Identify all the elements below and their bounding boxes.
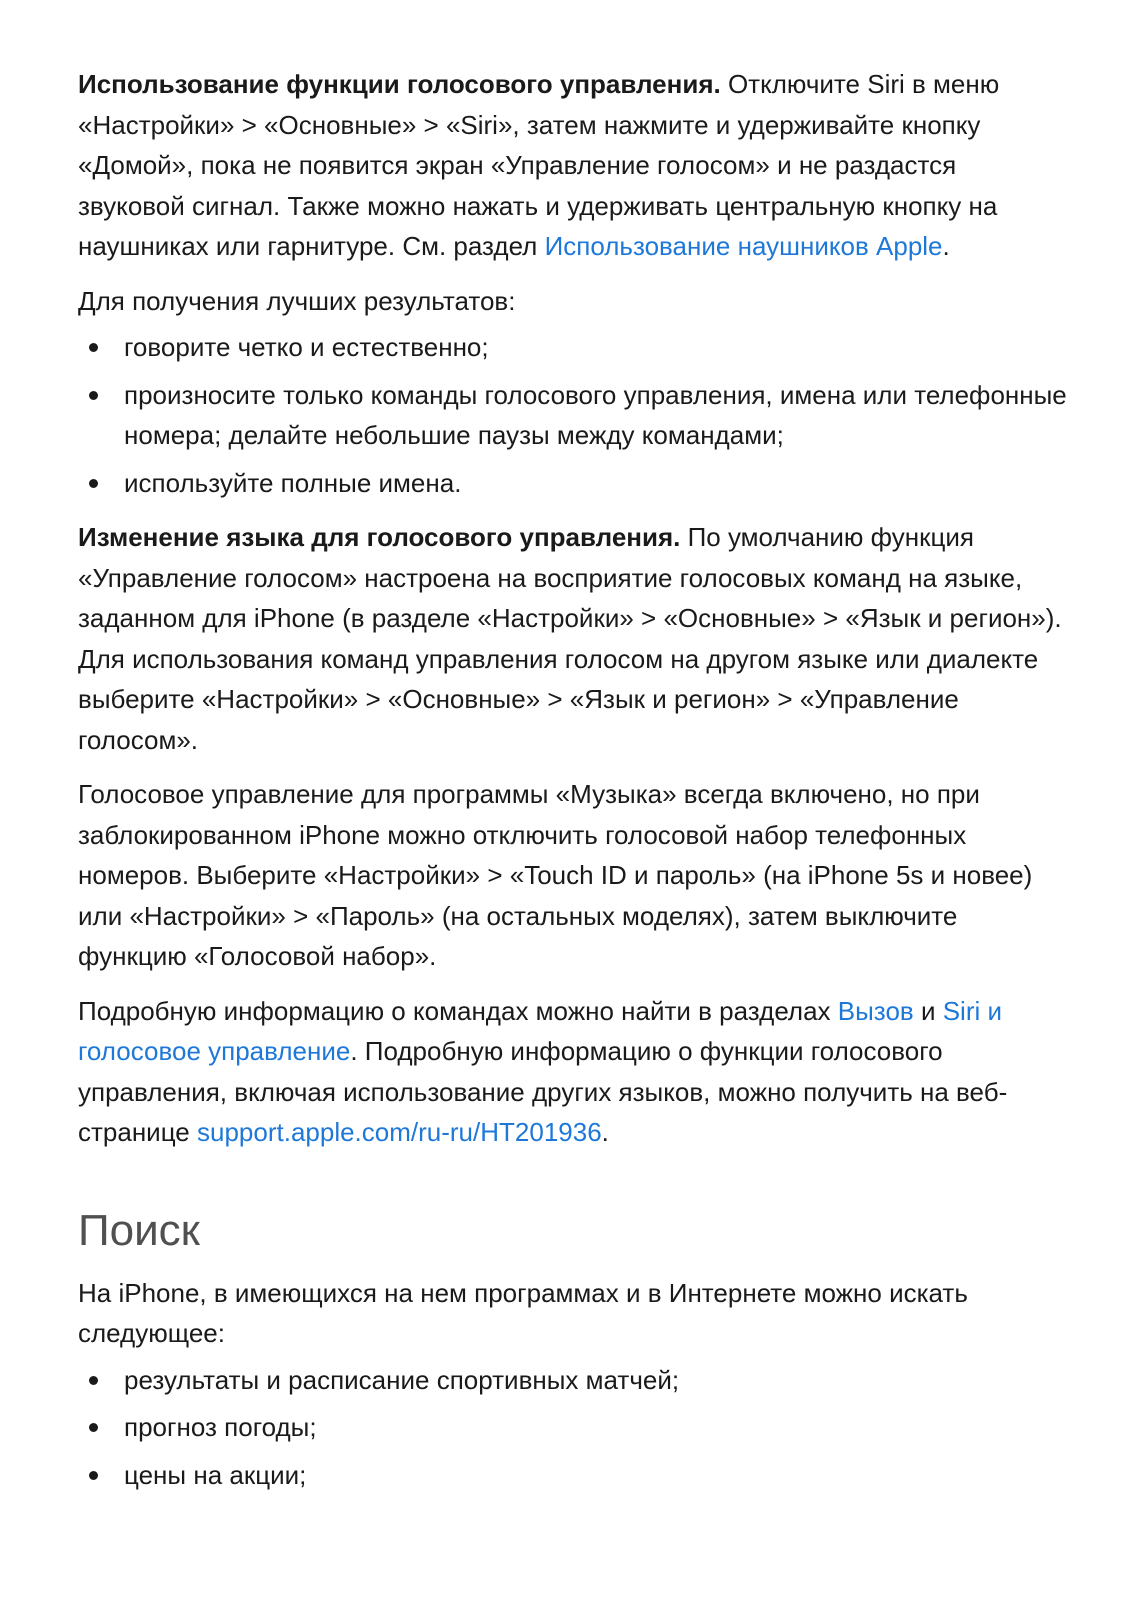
more-info-paragraph <box>78 991 1068 1153</box>
list-item: цены на акции; <box>78 1455 1068 1496</box>
search-list <box>78 1360 1068 1496</box>
siri-voice-control-link[interactable]: Siri и голосовое управление <box>78 995 1003 1066</box>
list-item: прогноз погоды; <box>78 1407 1068 1448</box>
voice-control-usage-title: Использование функции голосового управления. <box>78 69 721 99</box>
voice-language-text: По умолчанию функция «Управление голосом» настроена на восприятие голосовых команд на языке, заданном для iPhone (в разделе «Настройки» > «Основные» > «Язык и регион»). Для использования команд управления голосом на другом языке или диалекте выберите «Настройки» > «Основные» > «Язык и регион» > «Управление голосом». <box>78 522 1062 755</box>
best-results-intro: Для получения лучших результатов: <box>78 285 516 316</box>
list-item: произносите только команды голосового управления, имена или телефонные номера; делайте небольшие паузы между командами; <box>78 375 1068 456</box>
voice-control-usage-paragraph <box>78 64 1068 267</box>
paragraph-end: . <box>942 231 950 261</box>
voice-language-title: Изменение языка для голосового управления. <box>78 522 681 552</box>
search-heading: Поиск <box>78 1205 200 1255</box>
list-item: результаты и расписание спортивных матчей; <box>78 1360 1068 1401</box>
paragraph-end: . <box>601 1117 609 1147</box>
call-link[interactable]: Вызов <box>837 995 914 1026</box>
list-item: говорите четко и естественно; <box>78 327 1068 368</box>
music-voice-control-paragraph: Голосовое управление для программы «Музыка» всегда включено, но при заблокированном iPhone можно отключить голосовой набор телефонных номеров. Выберите «Настройки» > «Touch ID и пароль» (на iPhone 5s и новее) или «Настройки» > «Пароль» (на остальных моделях), затем выключите функцию «Голосовой набор». <box>78 779 1033 971</box>
document-page <box>78 64 1068 1509</box>
list-item: используйте полные имена. <box>78 463 1068 504</box>
support-url-link[interactable]: support.apple.com/ru-ru/HT201936 <box>197 1117 602 1147</box>
best-results-list <box>78 327 1068 503</box>
more-info-text-a: Подробную информацию о командах можно найти в разделах <box>78 995 838 1026</box>
search-intro: На iPhone, в имеющихся на нем программах и в Интернете можно искать следующее: <box>78 1277 968 1348</box>
apple-headphones-link[interactable]: Использование наушников Apple <box>544 231 943 261</box>
more-info-text-b: и <box>913 995 943 1026</box>
voice-language-paragraph <box>78 517 1068 760</box>
voice-control-usage-text: Отключите Siri в меню «Настройки» > «Основные» > «Siri», затем нажмите и удерживайте кнопку «Домой», пока не появится экран «Управление голосом» и не раздастся звуковой сигнал. Также можно нажать и удерживать центральную кнопку на наушниках или гарнитуре. См. раздел <box>78 69 1000 261</box>
more-info-text-c: . Подробную информацию о функции голосового управления, включая использование других языков, можно получить на веб-странице <box>78 1036 1008 1147</box>
